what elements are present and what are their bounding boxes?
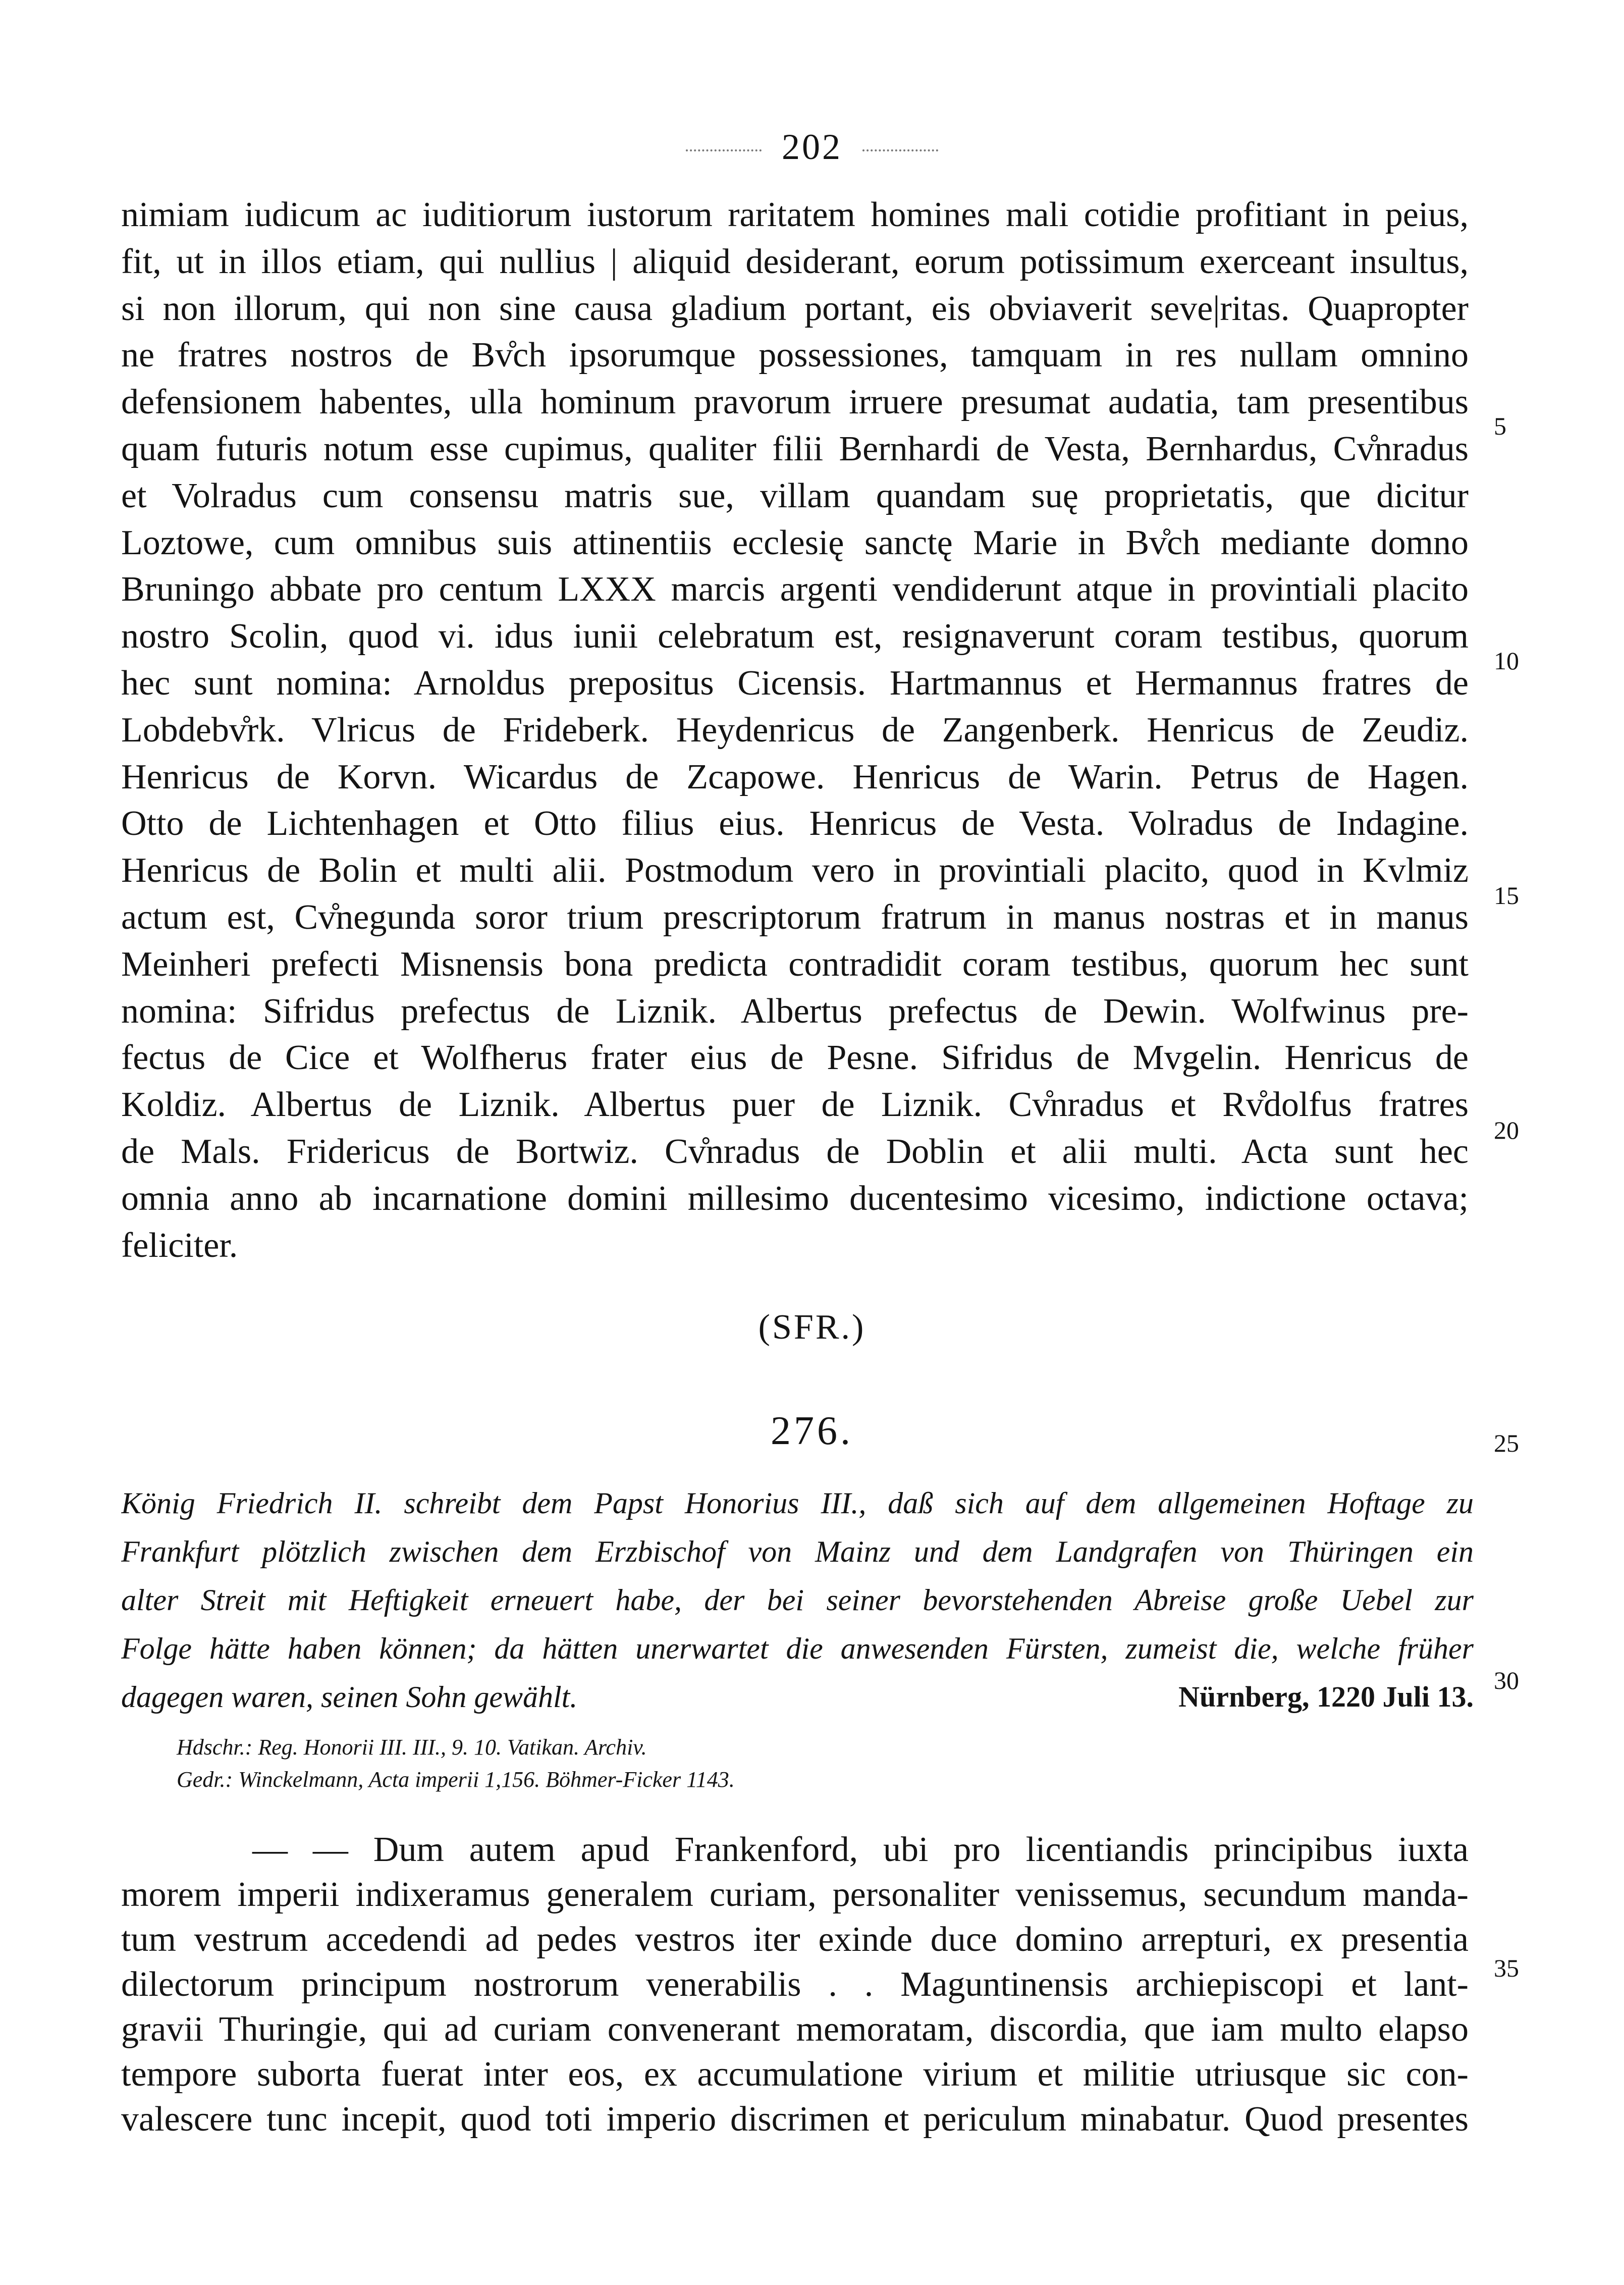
regest-line: König Friedrich II. schreibt dem Papst Honorius III., daß sich auf dem allgemeinen Hoftage zu — [121, 1486, 1474, 1520]
text-line: Koldiz. Albertus de Liznik. Albertus puer de Liznik. Cv̊nradus et Rv̊dolfus fratres — [121, 1085, 1469, 1125]
place-date: Nürnberg, 1220 Juli 13. — [1178, 1680, 1474, 1713]
line-number-marker: 15 — [1494, 881, 1519, 910]
text-line: valescere tunc incepit, quod toti imperio discrimen et periculum minabatur. Quod presentes — [121, 2100, 1469, 2139]
text-line: quam futuris notum esse cupimus, qualiter filii Bernhardi de Vesta, Bernhardus, Cv̊nradus — [121, 429, 1469, 468]
text-line: — — Dum autem apud Frankenford, ubi pro licentiandis principibus iuxta — [252, 1830, 1469, 1869]
text-line: tempore suborta fuerat inter eos, ex accumulatione virium et militie utriusque sic con- — [121, 2055, 1469, 2094]
line-number-marker: 10 — [1494, 647, 1519, 675]
regest-line: alter Streit mit Heftigkeit erneuert habe, der bei seiner bevorstehenden Abreise große Uebel zur — [121, 1583, 1474, 1617]
manuscript-reference: Hdschr.: Reg. Honorii III. III., 9. 10. Vatikan. Archiv. — [177, 1735, 647, 1760]
text-line: gravii Thuringie, qui ad curiam convenerant memoratam, discordia, que iam multo elapso — [121, 2010, 1469, 2049]
text-line: nimiam iudicum ac iuditiorum iustorum raritatem homines mali cotidie profitiant in peius, — [121, 195, 1469, 234]
text-line: fectus de Cice et Wolfherus frater eius de Pesne. Sifridus de Mvgelin. Henricus de — [121, 1038, 1469, 1078]
text-line: morem imperii indixeramus generalem curiam, personaliter venissemus, secundum manda- — [121, 1875, 1469, 1914]
text-line: Lobdebv̊rk. Vlricus de Frideberk. Heydenricus de Zangenberk. Henricus de Zeudiz. — [121, 710, 1469, 750]
left-ornament-rule — [686, 149, 762, 151]
source-references — [177, 1731, 735, 1796]
text-line: Henricus de Korvn. Wicardus de Zcapowe. Henricus de Warin. Petrus de Hagen. — [121, 757, 1469, 796]
text-line: omnia anno ab incarnatione domini millesimo ducentesimo vicesimo, indictione octava; — [121, 1179, 1469, 1218]
regest-summary — [121, 1479, 1474, 1721]
page-number: 202 — [0, 126, 1624, 168]
charter-text — [121, 192, 1469, 1269]
text-line: nostro Scolin, quod vi. idus iunii celebratum est, resignaverunt coram testibus, quorum — [121, 617, 1469, 656]
text-line: si non illorum, qui non sine causa gladium portant, eis obviaverit seve|ritas. Quapropter — [121, 289, 1469, 328]
text-line: ne fratres nostros de Bv̊ch ipsorumque possessiones, tamquam in res nullam omnino — [121, 336, 1469, 375]
text-line: nomina: Sifridus prefectus de Liznik. Albertus prefectus de Dewin. Wolfwinus pre- — [121, 991, 1469, 1031]
regest-line: Frankfurt plötzlich zwischen dem Erzbischof von Mainz und dem Landgrafen von Thüringen ein — [121, 1535, 1474, 1568]
print-reference: Gedr.: Winckelmann, Acta imperii 1,156. Böhmer-Ficker 1143. — [177, 1767, 735, 1792]
text-line: Otto de Lichtenhagen et Otto filius eius. Henricus de Vesta. Volradus de Indagine. — [121, 804, 1469, 843]
line-number-marker: 20 — [1494, 1116, 1519, 1144]
text-line: dilectorum principum nostrorum venerabilis . . Maguntinensis archiepiscopi et lant- — [121, 1965, 1469, 2004]
line-number-marker: 5 — [1494, 412, 1506, 440]
text-line: Henricus de Bolin et multi alii. Postmodum vero in provintiali placito, quod in Kvlmiz — [121, 851, 1469, 890]
line-number-marker: 35 — [1494, 1954, 1519, 1982]
line-number-marker: 30 — [1494, 1666, 1519, 1694]
seal-note: (SFR.) — [758, 1308, 866, 1347]
regest-line-final: dagegen waren, seinen Sohn gewählt. Nürnberg, 1220 Juli 13. — [121, 1673, 1474, 1721]
text-line: defensionem habentes, ulla hominum pravorum irruere presumat audatia, tam presentibus — [121, 383, 1469, 422]
text-line: et Volradus cum consensu matris sue, villam quandam suę proprietatis, que dicitur — [121, 476, 1469, 515]
text-line: Bruningo abbate pro centum LXXX marcis argenti vendiderunt atque in provintiali placito — [121, 570, 1469, 609]
text-line: Loztowe, cum omnibus suis attinentiis ecclesię sanctę Marie in Bv̊ch mediante domno — [121, 523, 1469, 562]
line-number-marker: 25 — [1494, 1429, 1519, 1457]
text-line: fit, ut in illos etiam, qui nullius | aliquid desiderant, eorum potissimum exerceant insultus, — [121, 242, 1469, 281]
text-line: feliciter. — [121, 1226, 238, 1265]
text-line: tum vestrum accedendi ad pedes vestros iter exinde duce domino arrepturi, ex presentia — [121, 1920, 1469, 1959]
text-line: de Mals. Fridericus de Bortwiz. Cv̊nradus de Doblin et alii multi. Acta sunt hec — [121, 1132, 1469, 1171]
text-line: hec sunt nomina: Arnoldus prepositus Cicensis. Hartmannus et Hermannus fratres de — [121, 663, 1469, 703]
right-ornament-rule — [862, 149, 938, 151]
letter-text — [121, 1827, 1469, 2142]
text-line: Meinheri prefecti Misnensis bona predicta contradidit coram testibus, quorum hec sunt — [121, 944, 1469, 984]
document-number: 276. — [771, 1409, 853, 1453]
regest-line: Folge hätte haben können; da hätten unerwartet die anwesenden Fürsten, zumeist die, welche früher — [121, 1632, 1474, 1665]
text-line: actum est, Cv̊negunda soror trium prescriptorum fratrum in manus nostras et in manus — [121, 897, 1469, 937]
